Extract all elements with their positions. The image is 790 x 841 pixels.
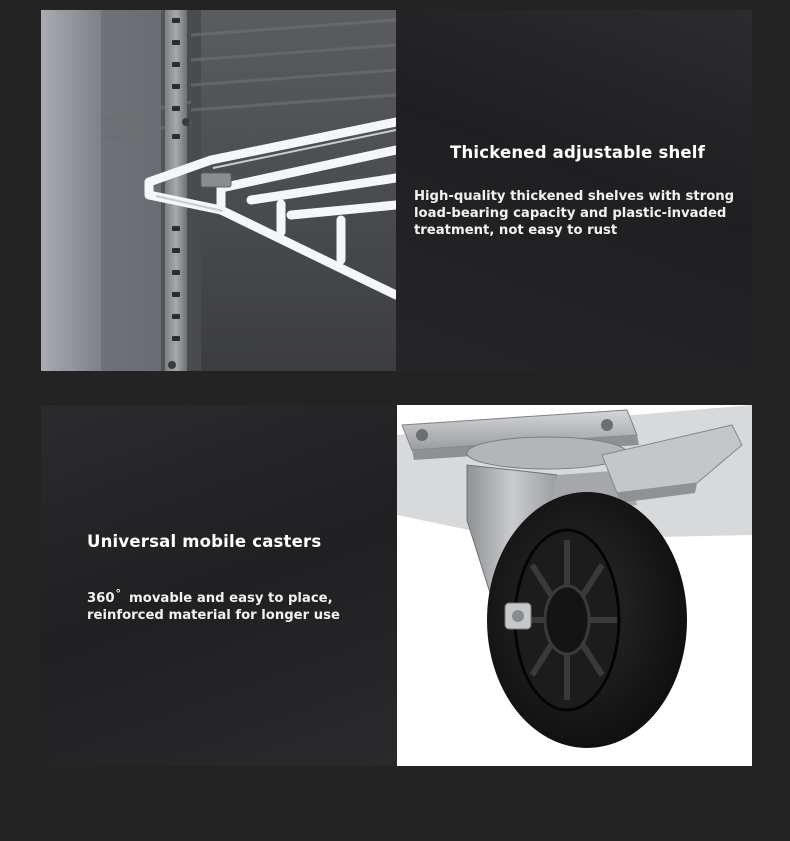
shelf-photo	[41, 10, 396, 371]
shelf-description	[414, 188, 744, 239]
caster-description	[87, 585, 387, 624]
caster-wheel-icon	[397, 405, 752, 766]
shelf-title: Thickened adjustable shelf	[450, 143, 706, 162]
shelf-description-line-2: load-bearing capacity and plastic-invaded	[414, 206, 727, 221]
rotation-degrees: 360	[87, 591, 115, 606]
caster-description-line-2: reinforced material for longer use	[87, 608, 340, 623]
degree-symbol: °	[115, 587, 122, 600]
shelf-feature-panel	[396, 10, 752, 371]
wire-shelf-icon	[41, 10, 396, 371]
caster-description-line-1	[87, 585, 387, 607]
caster-title: Universal mobile casters	[87, 532, 322, 551]
shelf-description-line-3: treatment, not easy to rust	[414, 223, 618, 238]
caster-photo	[397, 405, 752, 766]
caster-feature-panel	[41, 405, 397, 766]
shelf-description-line-1: High-quality thickened shelves with strong	[414, 189, 735, 204]
caster-description-line-1-text: movable and easy to place,	[129, 591, 333, 606]
